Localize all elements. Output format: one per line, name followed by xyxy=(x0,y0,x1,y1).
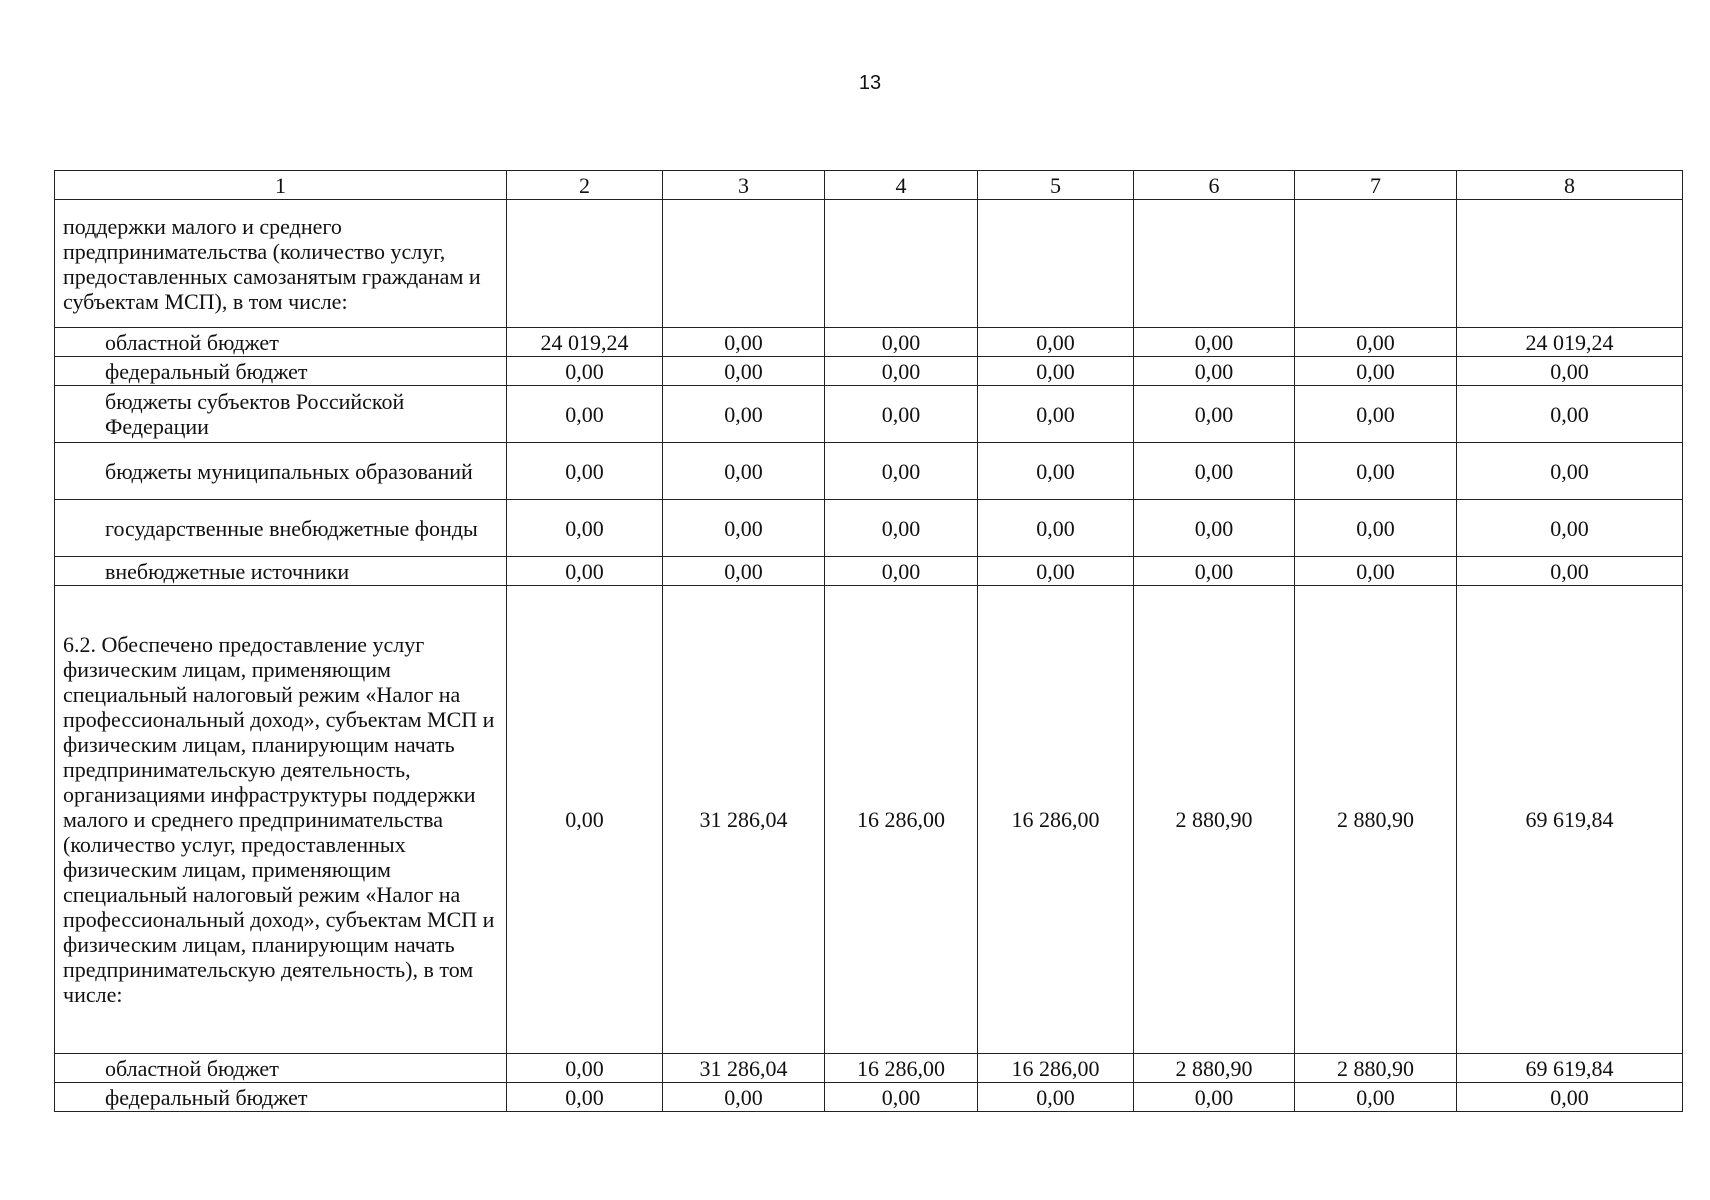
value-cell: 0,00 xyxy=(978,386,1134,443)
value-cell: 0,00 xyxy=(663,557,825,586)
value-cell: 0,00 xyxy=(507,500,663,557)
value-cell xyxy=(507,200,663,328)
value-cell: 69 619,84 xyxy=(1457,1054,1683,1083)
value-cell: 0,00 xyxy=(507,1054,663,1083)
value-cell: 0,00 xyxy=(1457,386,1683,443)
value-cell: 0,00 xyxy=(825,1083,978,1112)
table-row xyxy=(55,500,1683,557)
table-row xyxy=(55,328,1683,357)
page-number: 13 xyxy=(858,72,882,94)
value-cell: 0,00 xyxy=(663,1083,825,1112)
value-cell: 2 880,90 xyxy=(1134,1054,1295,1083)
value-cell xyxy=(1134,200,1295,328)
value-cell: 0,00 xyxy=(825,386,978,443)
value-cell: 69 619,84 xyxy=(1457,586,1683,1054)
value-cell xyxy=(825,200,978,328)
row-label: 6.2. Обеспечено предоставление услуг физическим лицам, применяющим специальный налоговый режим «Налог на профессиональный доход», субъектам МСП и физическим лицам, планирующим начать предпринимательскую деятельность, организациями инфраструктуры поддержки малого и среднего предпринимательства (количество услуг, предоставленных физическим лицам, применяющим специальный налоговый режим «Налог на профессиональный доход», субъектам МСП и физическим лицам, планирующим начать предпринимательскую деятельность), в том числе: xyxy=(55,586,507,1054)
header-cell: 4 xyxy=(825,171,978,200)
value-cell: 0,00 xyxy=(507,557,663,586)
value-cell: 0,00 xyxy=(978,443,1134,500)
value-cell: 16 286,00 xyxy=(978,586,1134,1054)
value-cell: 0,00 xyxy=(825,328,978,357)
value-cell xyxy=(1457,200,1683,328)
budget-table xyxy=(54,170,1683,1112)
table-row xyxy=(55,586,1683,1054)
value-cell: 0,00 xyxy=(1457,557,1683,586)
table-body xyxy=(55,171,1683,1112)
value-cell: 0,00 xyxy=(1457,500,1683,557)
value-cell xyxy=(663,200,825,328)
value-cell: 0,00 xyxy=(663,500,825,557)
row-label: государственные внебюджетные фонды xyxy=(55,500,507,557)
value-cell: 0,00 xyxy=(825,500,978,557)
value-cell: 0,00 xyxy=(1295,328,1457,357)
table-row xyxy=(55,200,1683,328)
value-cell: 0,00 xyxy=(1295,557,1457,586)
value-cell: 0,00 xyxy=(1295,386,1457,443)
row-label: бюджеты субъектов Российской Федерации xyxy=(55,386,507,443)
value-cell: 0,00 xyxy=(978,1083,1134,1112)
value-cell: 0,00 xyxy=(663,328,825,357)
value-cell: 0,00 xyxy=(507,586,663,1054)
value-cell: 31 286,04 xyxy=(663,1054,825,1083)
header-cell: 3 xyxy=(663,171,825,200)
value-cell: 0,00 xyxy=(1134,443,1295,500)
row-label: федеральный бюджет xyxy=(55,357,507,386)
value-cell: 0,00 xyxy=(507,443,663,500)
value-cell: 0,00 xyxy=(507,1083,663,1112)
value-cell xyxy=(978,200,1134,328)
row-label: внебюджетные источники xyxy=(55,557,507,586)
value-cell: 0,00 xyxy=(1457,1083,1683,1112)
value-cell: 0,00 xyxy=(1134,357,1295,386)
row-label: федеральный бюджет xyxy=(55,1083,507,1112)
header-cell: 6 xyxy=(1134,171,1295,200)
value-cell: 0,00 xyxy=(507,357,663,386)
value-cell: 0,00 xyxy=(1457,443,1683,500)
row-label: бюджеты муниципальных образований xyxy=(55,443,507,500)
header-row xyxy=(55,171,1683,200)
value-cell: 0,00 xyxy=(663,386,825,443)
header-cell: 7 xyxy=(1295,171,1457,200)
table-row xyxy=(55,1054,1683,1083)
table-row xyxy=(55,443,1683,500)
row-label: областной бюджет xyxy=(55,1054,507,1083)
value-cell: 2 880,90 xyxy=(1295,586,1457,1054)
value-cell: 0,00 xyxy=(1134,557,1295,586)
row-label: областной бюджет xyxy=(55,328,507,357)
value-cell: 0,00 xyxy=(1134,1083,1295,1112)
value-cell: 24 019,24 xyxy=(1457,328,1683,357)
value-cell: 0,00 xyxy=(978,500,1134,557)
value-cell: 0,00 xyxy=(1134,386,1295,443)
value-cell: 16 286,00 xyxy=(825,586,978,1054)
value-cell: 0,00 xyxy=(663,357,825,386)
value-cell: 0,00 xyxy=(978,557,1134,586)
value-cell: 0,00 xyxy=(825,357,978,386)
value-cell: 16 286,00 xyxy=(978,1054,1134,1083)
value-cell: 0,00 xyxy=(978,357,1134,386)
value-cell: 2 880,90 xyxy=(1134,586,1295,1054)
value-cell: 0,00 xyxy=(825,557,978,586)
table-row xyxy=(55,557,1683,586)
value-cell: 31 286,04 xyxy=(663,586,825,1054)
value-cell: 0,00 xyxy=(978,328,1134,357)
value-cell: 0,00 xyxy=(1295,357,1457,386)
value-cell: 2 880,90 xyxy=(1295,1054,1457,1083)
header-cell: 2 xyxy=(507,171,663,200)
value-cell: 0,00 xyxy=(825,443,978,500)
value-cell: 0,00 xyxy=(507,386,663,443)
header-cell: 5 xyxy=(978,171,1134,200)
row-label: поддержки малого и среднего предпринимательства (количество услуг, предоставленных самозанятым гражданам и субъектам МСП), в том числе: xyxy=(55,200,507,328)
value-cell xyxy=(1295,200,1457,328)
value-cell: 0,00 xyxy=(1295,500,1457,557)
table-row xyxy=(55,386,1683,443)
value-cell: 0,00 xyxy=(1134,328,1295,357)
table-row xyxy=(55,357,1683,386)
value-cell: 0,00 xyxy=(1295,1083,1457,1112)
value-cell: 0,00 xyxy=(663,443,825,500)
header-cell: 1 xyxy=(55,171,507,200)
value-cell: 0,00 xyxy=(1134,500,1295,557)
value-cell: 16 286,00 xyxy=(825,1054,978,1083)
value-cell: 0,00 xyxy=(1295,443,1457,500)
table-row xyxy=(55,1083,1683,1112)
value-cell: 0,00 xyxy=(1457,357,1683,386)
header-cell: 8 xyxy=(1457,171,1683,200)
value-cell: 24 019,24 xyxy=(507,328,663,357)
